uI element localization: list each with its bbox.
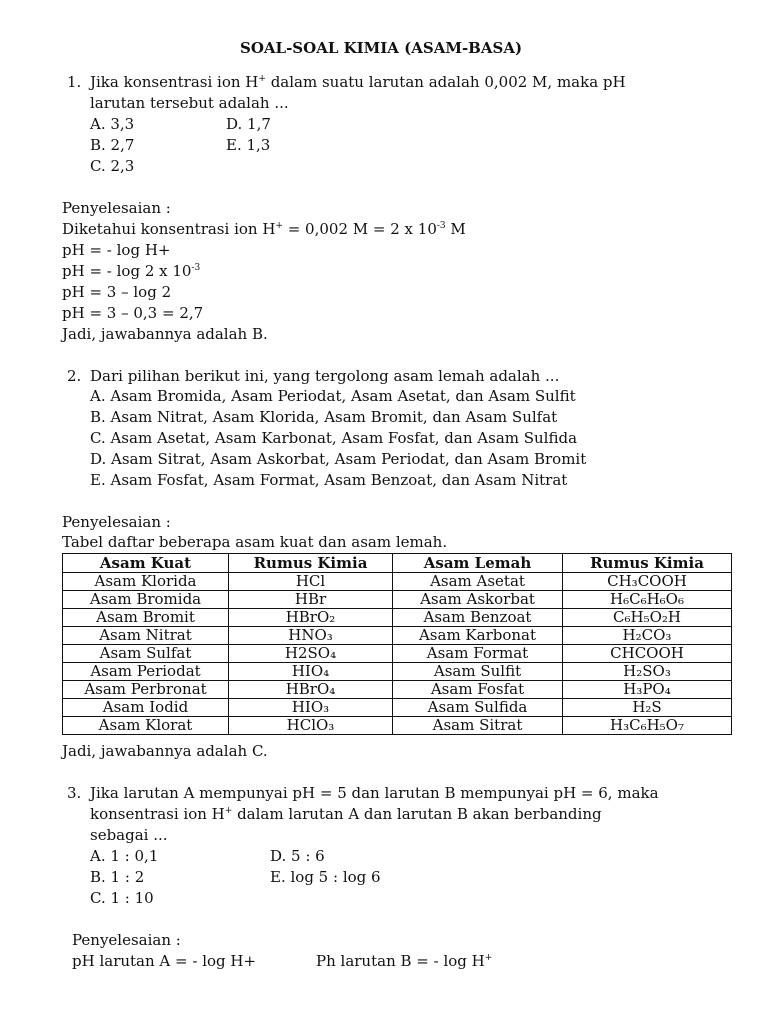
table-cell: Asam Bromit — [63, 609, 229, 627]
table-cell: H2SO₄ — [229, 645, 393, 663]
table-cell: Asam Karbonat — [393, 627, 563, 645]
sol1-step2: pH = - log 2 x $10^{-3}$ — [62, 262, 201, 280]
table-cell: CH₃COOH — [563, 573, 732, 591]
table-cell: H₂S — [563, 699, 732, 717]
q2-option-c: C. Asam Asetat, Asam Karbonat, Asam Fosfat, dan Asam Sulfida — [90, 429, 578, 447]
table-cell: Asam Askorbat — [393, 591, 563, 609]
table-cell: HCl — [229, 573, 393, 591]
table-header-cell: Rumus Kimia — [563, 554, 732, 573]
q2-option-a: A. Asam Bromida, Asam Periodat, Asam Asetat, dan Asam Sulfit — [90, 387, 576, 405]
table-row — [63, 591, 732, 609]
page-title: SOAL-SOAL KIMIA (ASAM-BASA) — [240, 39, 523, 57]
table-header-row — [63, 554, 732, 573]
sol3-left: pH larutan A = - log H+ — [72, 952, 257, 970]
sol1-known: Diketahui konsentrasi ion H+ = 0,002 M = 2 x $10^{-3}$ M — [62, 220, 466, 238]
table-row — [63, 573, 732, 591]
q3-line1: Jika larutan A mempunyai pH = 5 dan larutan B mempunyai pH = 6, maka — [90, 784, 659, 802]
q1-number: 1. — [67, 73, 82, 91]
q1-option-a: A. 3,3 — [90, 115, 135, 133]
table-cell: Asam Sulfida — [393, 699, 563, 717]
table-cell: Asam Periodat — [63, 663, 229, 681]
table-header-cell: Asam Lemah — [393, 554, 563, 573]
table-cell: Asam Sulfit — [393, 663, 563, 681]
table-row — [63, 645, 732, 663]
q1-option-c: C. 2,3 — [90, 157, 135, 175]
table-cell: H₂SO₃ — [563, 663, 732, 681]
q1-option-d: D. 1,7 — [226, 115, 271, 133]
sol1-step4: pH = 3 – 0,3 = 2,7 — [62, 304, 204, 322]
table-cell: H₆C₆H₆O₆ — [563, 591, 732, 609]
sol2-answer: Jadi, jawabannya adalah C. — [62, 742, 268, 760]
q3-option-b: B. 1 : 2 — [90, 868, 145, 886]
q1-option-b: B. 2,7 — [90, 136, 135, 154]
table-cell: Asam Asetat — [393, 573, 563, 591]
table-cell: HBrO₄ — [229, 681, 393, 699]
table-cell: HBr — [229, 591, 393, 609]
table-cell: Asam Bromida — [63, 591, 229, 609]
sol1-step3: pH = 3 – log 2 — [62, 283, 172, 301]
sol2-intro: Tabel daftar beberapa asam kuat dan asam lemah. — [62, 533, 448, 551]
table-cell: Asam Iodid — [63, 699, 229, 717]
acid-table — [62, 553, 732, 735]
q3-option-d: D. 5 : 6 — [270, 847, 325, 865]
q2-stem: Dari pilihan berikut ini, yang tergolong asam lemah adalah ... — [90, 367, 560, 385]
table-cell: Asam Klorida — [63, 573, 229, 591]
table-cell: H₂CO₃ — [563, 627, 732, 645]
q1-line2: larutan tersebut adalah ... — [90, 94, 289, 112]
table-cell: Asam Perbronat — [63, 681, 229, 699]
q3-option-c: C. 1 : 10 — [90, 889, 154, 907]
sol1-heading: Penyelesaian : — [62, 199, 171, 217]
table-cell: Asam Format — [393, 645, 563, 663]
q2-option-b: B. Asam Nitrat, Asam Klorida, Asam Bromit, dan Asam Sulfat — [90, 408, 558, 426]
sol3-heading: Penyelesaian : — [72, 931, 181, 949]
q2-option-d: D. Asam Sitrat, Asam Askorbat, Asam Periodat, dan Asam Bromit — [90, 450, 587, 468]
q3-option-e: E. log 5 : log 6 — [270, 868, 381, 886]
q3-line3: sebagai ... — [90, 826, 168, 844]
table-cell: HIO₄ — [229, 663, 393, 681]
sol2-heading: Penyelesaian : — [62, 513, 171, 531]
table-cell: H₃PO₄ — [563, 681, 732, 699]
q3-number: 3. — [67, 784, 82, 802]
table-cell: Asam Sitrat — [393, 717, 563, 735]
sol3-right: Ph larutan B = - log H+ — [316, 952, 493, 970]
table-cell: Asam Nitrat — [63, 627, 229, 645]
table-cell: HIO₃ — [229, 699, 393, 717]
table-header-cell: Asam Kuat — [63, 554, 229, 573]
table-row — [63, 627, 732, 645]
q2-option-e: E. Asam Fosfat, Asam Format, Asam Benzoat, dan Asam Nitrat — [90, 471, 568, 489]
table-cell: HBrO₂ — [229, 609, 393, 627]
table-cell: Asam Fosfat — [393, 681, 563, 699]
sol1-step1: pH = - log H+ — [62, 241, 171, 259]
q3-line2: konsentrasi ion H+ dalam larutan A dan larutan B akan berbanding — [90, 805, 602, 823]
table-row — [63, 609, 732, 627]
table-row — [63, 663, 732, 681]
table-cell: HNO₃ — [229, 627, 393, 645]
table-cell: HClO₃ — [229, 717, 393, 735]
table-cell: Asam Klorat — [63, 717, 229, 735]
table-cell: Asam Benzoat — [393, 609, 563, 627]
table-cell: CHCOOH — [563, 645, 732, 663]
table-header-cell: Rumus Kimia — [229, 554, 393, 573]
q1-line1: Jika konsentrasi ion H+ dalam suatu larutan adalah 0,002 M, maka pH — [90, 73, 626, 91]
q2-number: 2. — [67, 367, 82, 385]
table-cell: H₃C₆H₅O₇ — [563, 717, 732, 735]
q1-option-e: E. 1,3 — [226, 136, 271, 154]
table-cell: C₆H₅O₂H — [563, 609, 732, 627]
table-row — [63, 699, 732, 717]
q3-option-a: A. 1 : 0,1 — [90, 847, 159, 865]
table-row — [63, 717, 732, 735]
sol1-answer: Jadi, jawabannya adalah B. — [62, 325, 268, 343]
table-row — [63, 681, 732, 699]
table-cell: Asam Sulfat — [63, 645, 229, 663]
